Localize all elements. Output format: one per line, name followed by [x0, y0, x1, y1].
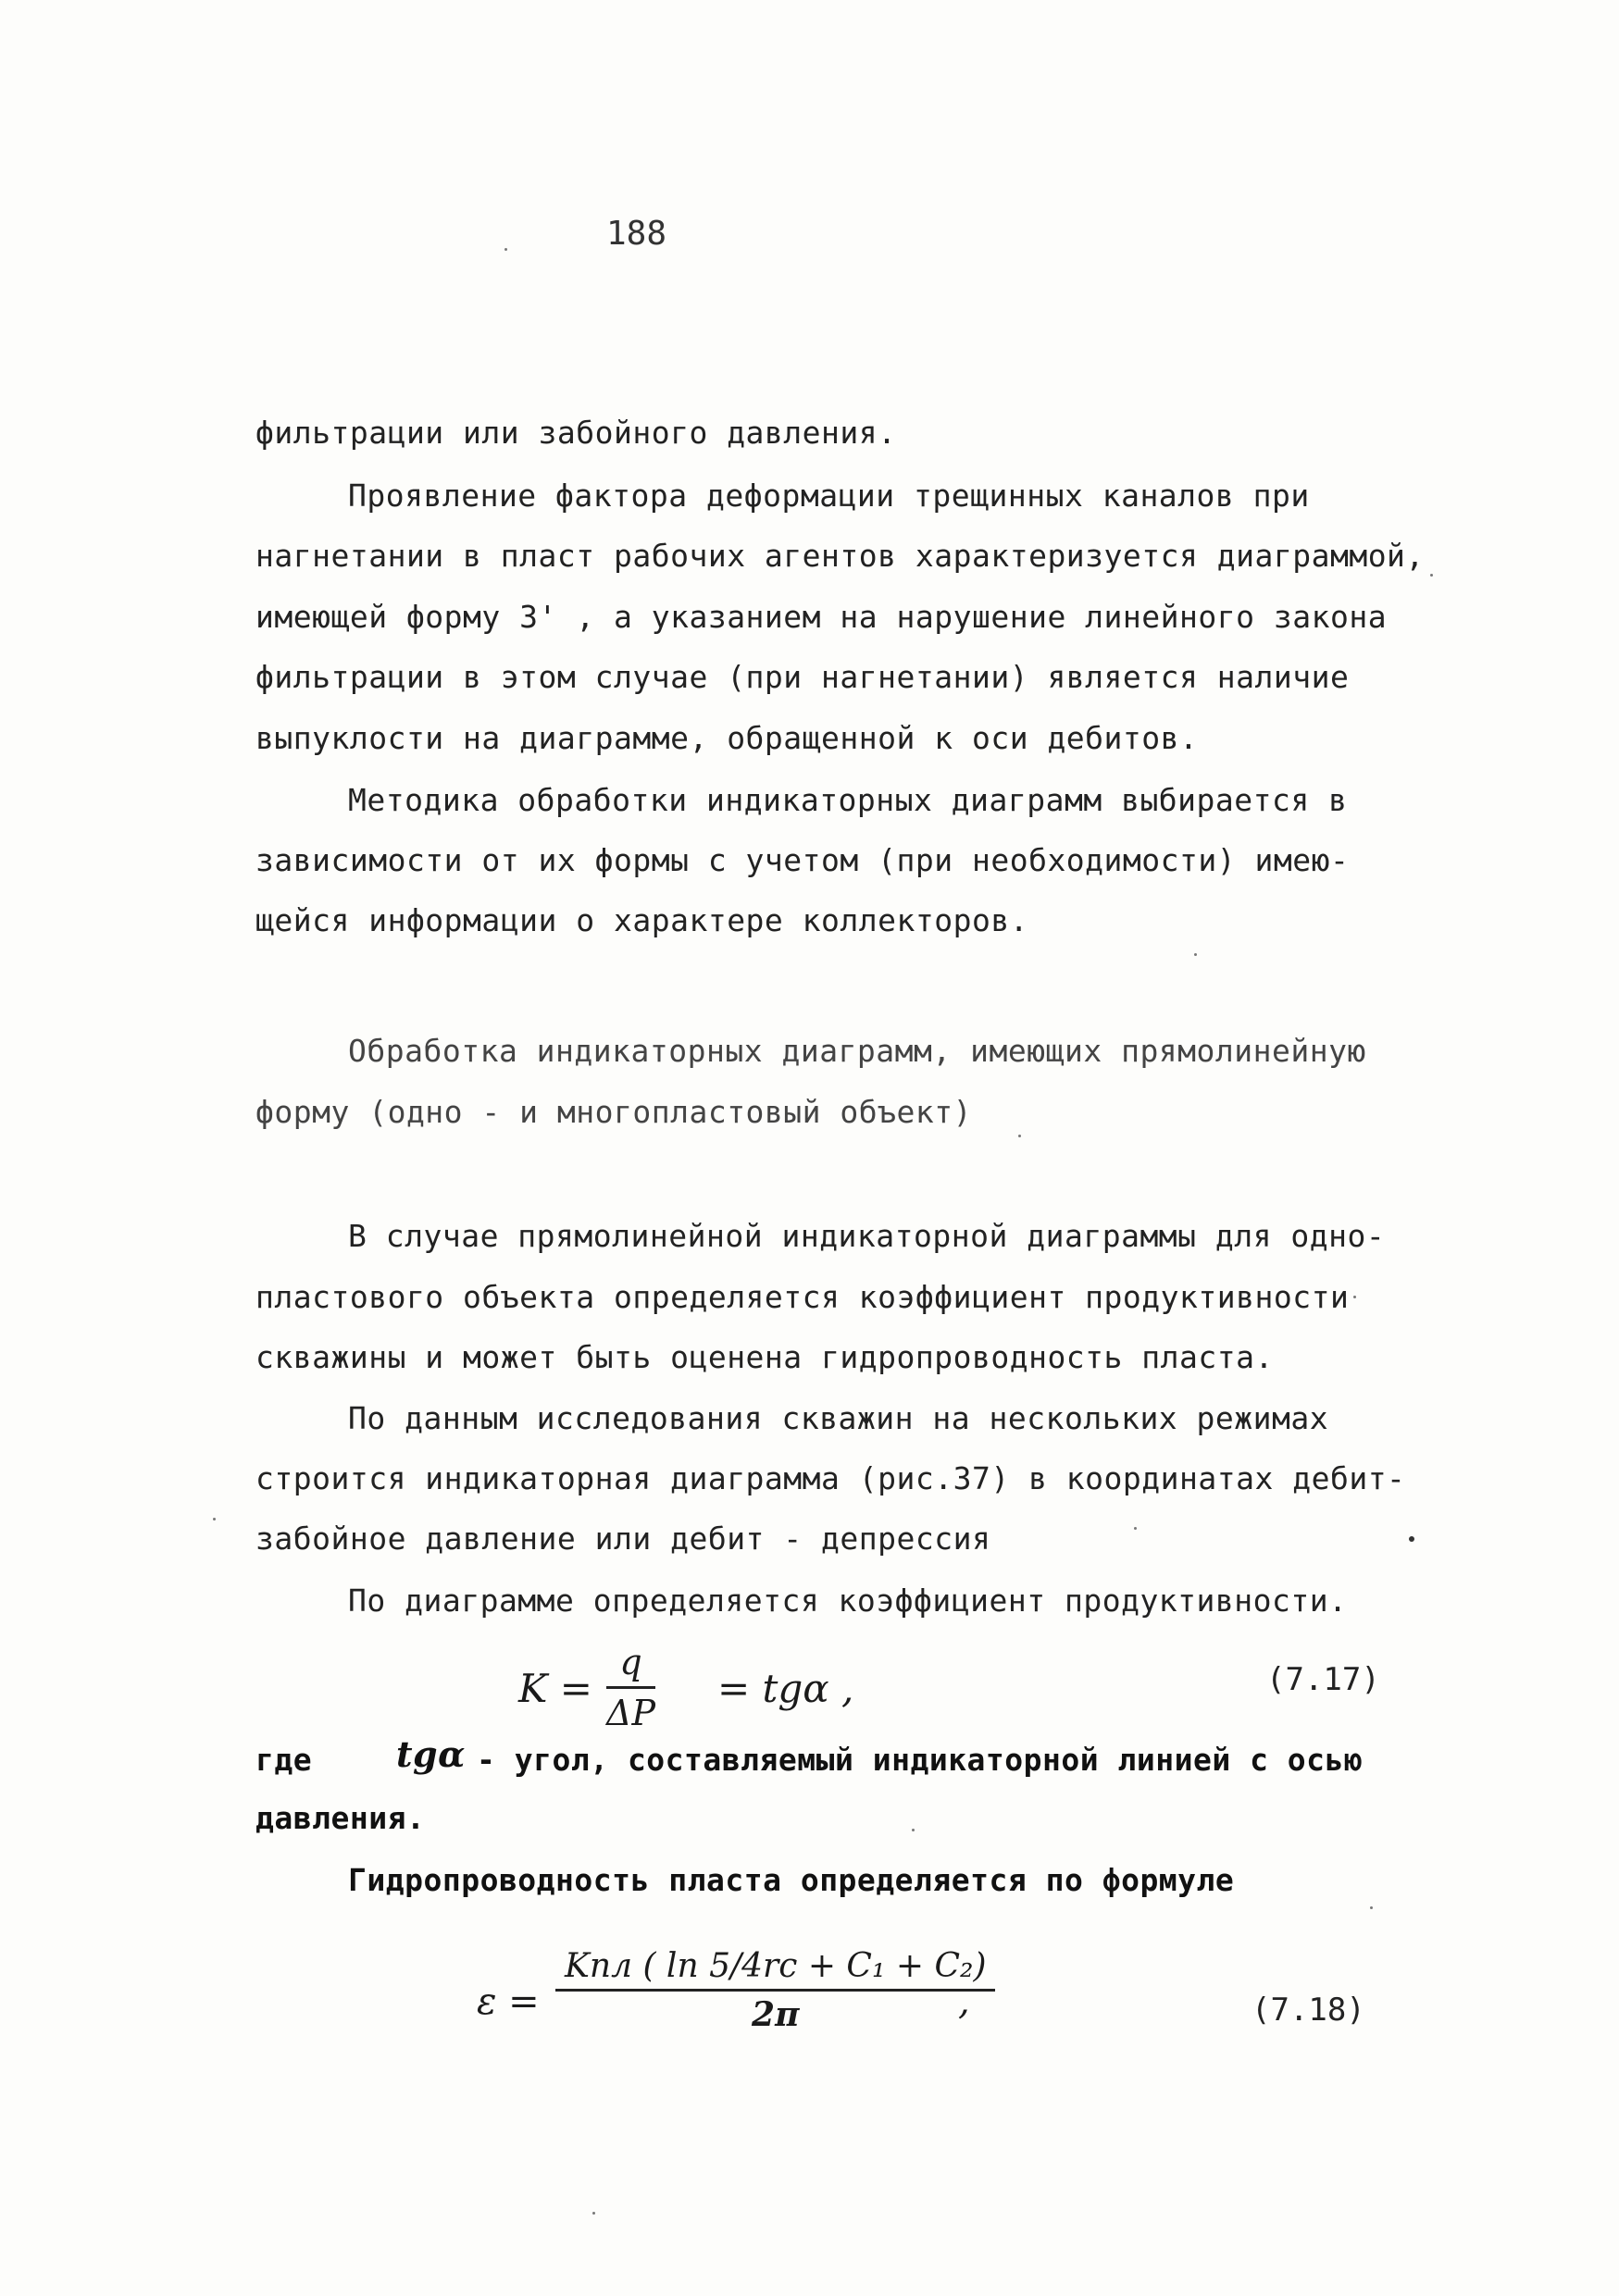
- scan-speck: [504, 248, 507, 251]
- page-number: 188: [606, 215, 667, 253]
- text-line: фильтрации или забойного давления.: [255, 415, 897, 451]
- formula-denominator: 2π: [752, 1995, 800, 2034]
- text-line: Гидропроводность пласта определяется по формуле: [348, 1862, 1235, 1898]
- scan-speck: [1018, 1135, 1021, 1137]
- text-line: нагнетании в пласт рабочих агентов характеризуется диаграммой,: [255, 538, 1425, 574]
- scan-speck: [213, 1518, 216, 1520]
- text-line: В случае прямолинейной индикаторной диаграммы для одно-: [348, 1218, 1386, 1254]
- where-symbol: tgα: [396, 1733, 466, 1775]
- text-line: - угол, составляемый индикаторной линией с осью: [477, 1742, 1364, 1778]
- text-line: пластового объекта определяется коэффициент продуктивности: [255, 1279, 1350, 1315]
- text-line: забойное давление или дебит - депрессия: [255, 1520, 991, 1557]
- formula-numerator: q: [606, 1642, 655, 1689]
- formula-rhs: = tgα ,: [717, 1666, 854, 1711]
- scan-speck: [1370, 1906, 1373, 1909]
- scan-speck: [1194, 953, 1197, 956]
- text-line: Проявление фактора деформации трещинных каналов при: [348, 478, 1310, 514]
- formula-fraction: [555, 1947, 995, 2034]
- formula-denominator: ΔP: [606, 1693, 656, 1733]
- text-line: зависимости от их формы с учетом (при необходимости) имею-: [255, 842, 1350, 878]
- formula-trail: ,: [958, 1980, 970, 2023]
- section-heading: форму (одно - и многопластовый объект): [255, 1094, 972, 1130]
- where-label: где: [255, 1742, 313, 1778]
- scan-speck: [1430, 574, 1433, 577]
- formula-numerator: Kпл ( ln 5/4rс + C₁ + C₂): [555, 1947, 995, 1992]
- formula-7-17: [518, 1638, 1166, 1740]
- scan-speck: [1409, 1536, 1414, 1542]
- formula-7-18: [477, 1943, 1217, 2064]
- text-line: выпуклости на диаграмме, обращенной к оси дебитов.: [255, 720, 1199, 756]
- text-line: давления.: [255, 1800, 426, 1836]
- section-heading: Обработка индикаторных диаграмм, имеющих прямолинейную: [348, 1033, 1366, 1069]
- scan-speck: [912, 1829, 915, 1831]
- equation-number: (7.18): [1252, 1992, 1365, 2029]
- formula-lhs: ε =: [477, 1980, 540, 2023]
- formula-fraction: [606, 1642, 655, 1733]
- scan-speck: [1134, 1527, 1137, 1530]
- equation-number: (7.17): [1266, 1661, 1380, 1698]
- text-line: строится индикаторная диаграмма (рис.37) в координатах дебит-: [255, 1460, 1406, 1496]
- text-line: По диаграмме определяется коэффициент продуктивности.: [348, 1582, 1348, 1619]
- scan-speck: [1353, 1296, 1356, 1298]
- text-line: По данным исследования скважин на нескольких режимах: [348, 1400, 1329, 1436]
- formula-lhs: K =: [518, 1666, 592, 1711]
- text-line: фильтрации в этом случае (при нагнетании) является наличие: [255, 659, 1350, 695]
- text-line: имеющей форму 3' , а указанием на нарушение линейного закона: [255, 599, 1388, 635]
- text-line: щейся информации о характере коллекторов.: [255, 902, 1029, 938]
- text-line: Методика обработки индикаторных диаграмм выбирается в: [348, 782, 1348, 818]
- scan-speck: [592, 2212, 595, 2215]
- text-line: скважины и может быть оценена гидропроводность пласта.: [255, 1339, 1274, 1375]
